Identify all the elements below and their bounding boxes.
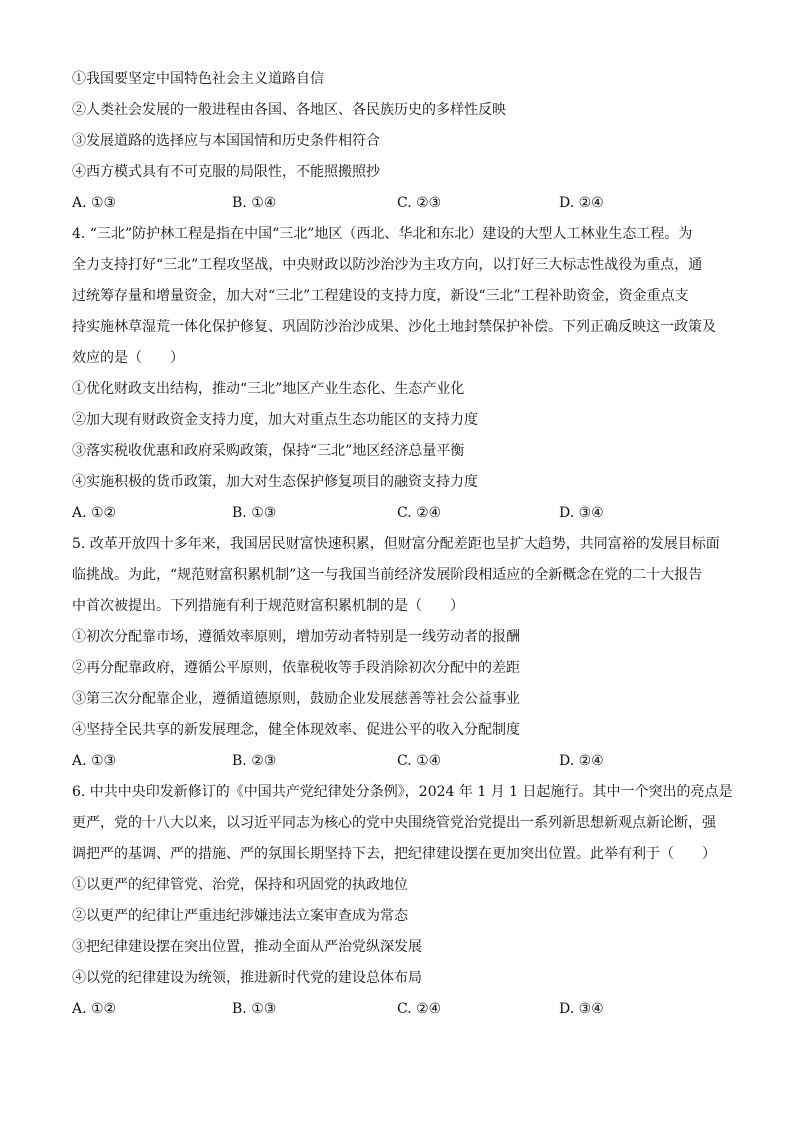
q6-statement-2: ②以更严的纪律让严重违纪涉嫌违法立案审查成为常态 — [72, 908, 408, 924]
q5-options — [72, 746, 732, 777]
q6-option-c: C. ②④ — [397, 1001, 442, 1017]
q3-option-b: B. ①④ — [232, 195, 277, 211]
q6-statement-1: ①以更严的纪律管党、治党，保持和巩固党的执政地位 — [72, 877, 408, 893]
q3-option-a: A. ①③ — [72, 195, 117, 211]
q6-stem-line-2: 更严，党的十八大以来，以习近平同志为核心的党中央围绕管党治党提出一系列新思想新观点新论断，强 — [72, 815, 716, 831]
q4-stem-line-1: 4. “三北”防护林工程是指在中国“三北”地区（西北、华北和东北）建设的大型人工林业生态工程。为 — [72, 226, 693, 242]
q3-statement-2: ②人类社会发展的一般进程由各国、各地区、各民族历史的多样性反映 — [72, 102, 506, 118]
q6-stem-line-3: 调把严的基调、严的措施、严的氛围长期坚持下去，把纪律建设摆在更加突出位置。此举有利于（ ） — [72, 846, 716, 862]
q4-stem-line-2: 全力支持打好“三北”工程攻坚战，中央财政以防沙治沙为主攻方向，以打好三大标志性战役为重点，通 — [72, 257, 703, 273]
q4-option-a: A. ①② — [72, 505, 117, 521]
q5-option-c: C. ①④ — [397, 753, 442, 769]
q5-statement-1: ①初次分配靠市场，遵循效率原则，增加劳动者特别是一线劳动者的报酬 — [72, 629, 520, 645]
q5-statement-2: ②再分配靠政府，遵循公平原则，依靠税收等手段消除初次分配中的差距 — [72, 660, 520, 676]
q5-option-b: B. ②③ — [232, 753, 277, 769]
question-4 — [72, 219, 732, 529]
q6-stem-line-1: 6. 中共中央印发新修订的《中国共产党纪律处分条例》，2024 年 1 月 1 日起施行。其中一个突出的亮点是 — [72, 784, 732, 800]
q6-option-a: A. ①② — [72, 1001, 117, 1017]
q3-statement-1: ①我国要坚定中国特色社会主义道路自信 — [72, 71, 324, 87]
q4-option-d: D. ③④ — [559, 505, 604, 521]
q3-statement-4: ④西方模式具有不可克服的局限性，不能照搬照抄 — [72, 164, 380, 180]
q4-stem-line-5: 效应的是（ ） — [72, 350, 184, 366]
q3-options — [72, 188, 732, 219]
question-3 — [72, 64, 732, 219]
q4-option-b: B. ①③ — [232, 505, 277, 521]
q4-statement-3: ③落实税收优惠和政府采购政策，保持“三北”地区经济总量平衡 — [72, 443, 465, 459]
q5-stem-line-2: 临挑战。为此，“规范财富积累机制”这一与我国当前经济发展阶段相适应的全新概念在党的二十大报告 — [72, 567, 703, 583]
q4-option-c: C. ②④ — [397, 505, 442, 521]
q3-statement-3: ③发展道路的选择应与本国国情和历史条件相符合 — [72, 133, 380, 149]
question-5 — [72, 529, 732, 777]
q6-statement-4: ④以党的纪律建设为统领，推进新时代党的建设总体布局 — [72, 970, 422, 986]
q5-stem-line-1: 5. 改革开放四十多年来，我国居民财富快速积累，但财富分配差距也呈扩大趋势，共同富裕的发展目标面 — [72, 536, 720, 552]
q5-option-a: A. ①③ — [72, 753, 117, 769]
q6-options — [72, 994, 732, 1025]
q6-option-b: B. ①③ — [232, 1001, 277, 1017]
q4-statement-2: ②加大现有财政资金支持力度，加大对重点生态功能区的支持力度 — [72, 412, 478, 428]
q5-statement-4: ④坚持全民共享的新发展理念，健全体现效率、促进公平的收入分配制度 — [72, 722, 520, 738]
q4-stem-line-3: 过统筹存量和增量资金，加大对“三北”工程建设的支持力度，新设“三北”工程补助资金，资金重点支 — [72, 288, 689, 304]
q3-option-c: C. ②③ — [397, 195, 442, 211]
question-6 — [72, 777, 732, 1025]
q5-stem-line-3: 中首次被提出。下列措施有利于规范财富积累机制的是（ ） — [72, 598, 464, 614]
q5-option-d: D. ②④ — [559, 753, 604, 769]
q4-statement-1: ①优化财政支出结构，推动“三北”地区产业生态化、生态产业化 — [72, 381, 465, 397]
q6-option-d: D. ③④ — [559, 1001, 604, 1017]
q4-statement-4: ④实施积极的货币政策，加大对生态保护修复项目的融资支持力度 — [72, 474, 478, 490]
q6-statement-3: ③把纪律建设摆在突出位置，推动全面从严治党纵深发展 — [72, 939, 422, 955]
q4-stem-line-4: 持实施林草湿荒一体化保护修复、巩固防沙治沙成果、沙化土地封禁保护补偿。下列正确反映这一政策及 — [72, 319, 716, 335]
page-content — [72, 64, 732, 1025]
q3-option-d: D. ②④ — [559, 195, 604, 211]
q4-options — [72, 498, 732, 529]
q5-statement-3: ③第三次分配靠企业，遵循道德原则，鼓励企业发展慈善等社会公益事业 — [72, 691, 520, 707]
